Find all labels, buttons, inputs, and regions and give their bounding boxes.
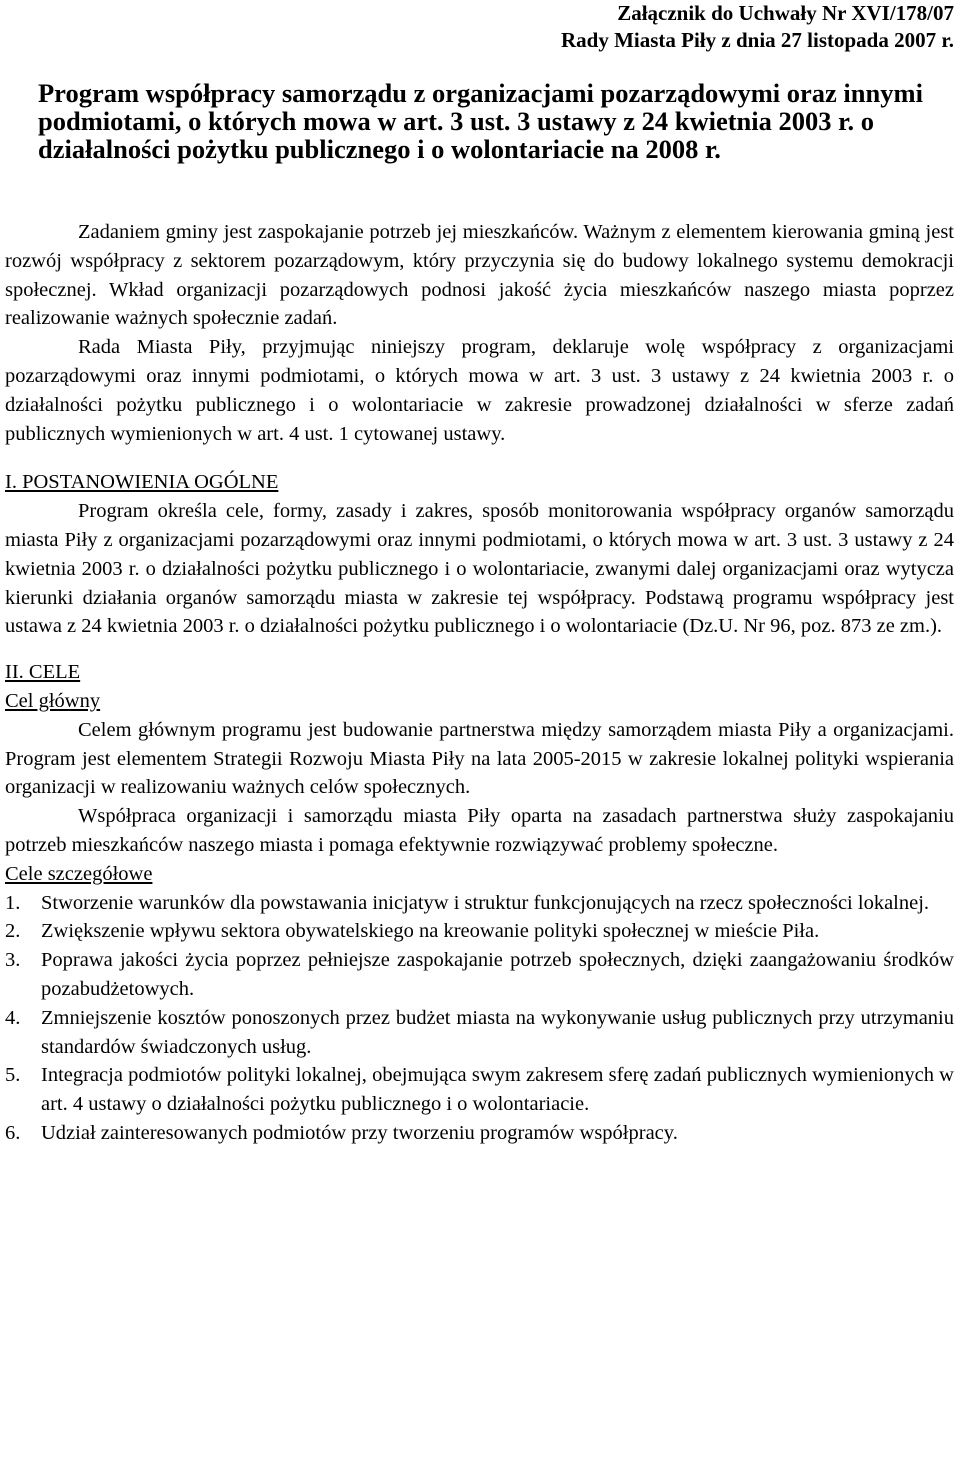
list-item-text: Zwiększenie wpływu sektora obywatelskiego na kreowanie polityki społecznej w mieście Piła. — [41, 920, 820, 943]
attachment-line-2: Rady Miasta Piły z dnia 27 listopada 2007 r. — [560, 28, 954, 52]
list-item — [5, 946, 954, 1004]
document-title: Program współpracy samorządu z organizacjami pozarządowymi oraz innymi podmiotami, o których mowa w art. 3 ust. 3 ustawy z 24 kwietnia 2003 r. o działalności pożytku publicznego i o wolontariacie na 2008 r. — [38, 78, 923, 164]
attachment-line-1: Załącznik do Uchwały Nr XVI/178/07 — [617, 1, 954, 25]
list-item — [5, 1004, 954, 1062]
section-2-heading — [5, 658, 954, 687]
section-2-heading-text: II. CELE — [5, 661, 81, 684]
main-goal-paragraph-2: Współpraca organizacji i samorządu miasta Piły oparta na zasadach partnerstwa służy zaspokajaniu potrzeb mieszkańców naszego miasta i pomaga efektywnie rozwiązywać problemy społeczne. — [5, 805, 954, 856]
intro-paragraph-1: Zadaniem gminy jest zaspokajanie potrzeb jej mieszkańców. Ważnym z elementem kierowania gminą jest rozwój współpracy z sektorem pozarządowym, który przyczynia się do budowy lokalnego systemu demokracji społecznej. Wkład organizacji pozarządowych podnosi jakość życia mieszkańców naszego miasta poprzez realizowanie ważnych społecznie zadań. — [5, 221, 954, 330]
list-item — [5, 889, 954, 918]
list-item-text: Zmniejszenie kosztów ponoszonych przez budżet miasta na wykonywanie usług publicznych przy utrzymaniu standardów świadczonych usług. — [41, 1006, 954, 1058]
list-item — [5, 1119, 954, 1148]
main-goal-paragraph-1: Celem głównym programu jest budowanie partnerstwa między samorządem miasta Piły a organizacjami. Program jest elementem Strategii Rozwoju Miasta Piły na lata 2005-2015 w zakresie lokalnej polityki wspierania organizacji w realizowaniu ważnych celów społecznych. — [5, 718, 954, 799]
list-item-number: 4. — [5, 1006, 21, 1029]
intro-paragraph-2: Rada Miasta Piły, przyjmując niniejszy program, deklaruje wolę współpracy z organizacjami pozarządowymi oraz innymi podmiotami, o których mowa w art. 3 ust. 3 ustawy z 24 kwietnia 2003 r. o działalności pożytku publicznego i o wolontariacie w zakresie prowadzonej działalności w sferze zadań publicznych wymienionych w art. 4 ust. 1 cytowanej ustawy. — [5, 336, 954, 445]
list-item — [5, 1061, 954, 1119]
list-item-number: 2. — [5, 920, 21, 943]
list-item-text: Stworzenie warunków dla powstawania inicjatyw i struktur funkcjonujących na rzecz społeczności lokalnej. — [41, 891, 930, 914]
list-item-text: Poprawa jakości życia poprzez pełniejsze zaspokajanie potrzeb społecznych, dzięki zaangażowaniu środków pozabudżetowych. — [41, 949, 954, 1000]
main-goal-label: Cel główny — [5, 689, 101, 712]
list-item-text: Udział zainteresowanych podmiotów przy tworzeniu programów współpracy. — [41, 1121, 678, 1144]
section-1-heading: I. POSTANOWIENIA OGÓLNE — [5, 471, 279, 494]
list-item-number: 1. — [5, 891, 21, 914]
list-item-text: Integracja podmiotów polityki lokalnej, obejmująca swym zakresem sferę zadań publicznych wymienionych w art. 4 ustawy o działalności pożytku publicznego i o wolontariacie. — [41, 1064, 954, 1116]
list-item-number: 3. — [5, 949, 21, 972]
specific-goals-label: Cele szczegółowe — [5, 862, 153, 885]
specific-goals-list — [5, 889, 954, 1148]
list-item-number: 5. — [5, 1064, 21, 1087]
list-item — [5, 917, 954, 946]
section-1-paragraph: Program określa cele, formy, zasady i zakres, sposób monitorowania współpracy organów samorządu miasta Piły z organizacjami pozarządowymi oraz innymi podmiotami, o których mowa w art. 3 ust. 3 ustawy z 24 kwietnia 2003 r. o działalności pożytku publicznego i o wolontariacie, zwanymi dalej organizacjami oraz wytycza kierunki działania organów samorządu miasta w zakresie tej współpracy. Podstawą programu współpracy jest ustawa z 24 kwietnia 2003 r. o działalności pożytku publicznego i o wolontariacie (Dz.U. Nr 96, poz. 873 ze zm.). — [5, 500, 954, 638]
list-item-number: 6. — [5, 1121, 21, 1144]
